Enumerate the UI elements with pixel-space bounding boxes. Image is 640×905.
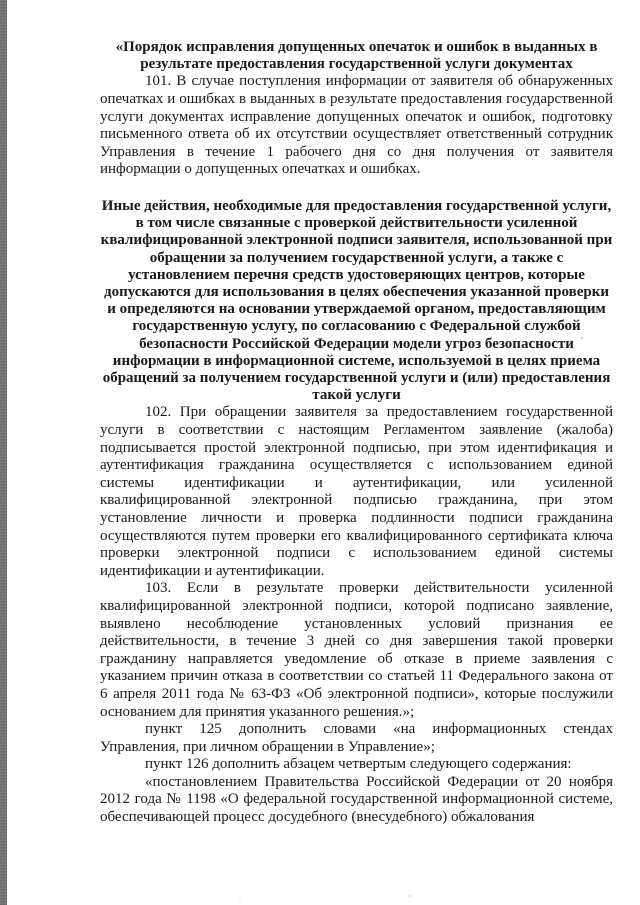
paragraph-quote: «постановлением Правительства Российской Федерации от 20 ноября 2012 года № 1198 «О федеральной государственной информационной системе, обеспечивающей процесс досудебного (внесудебного) обжалования <box>100 773 613 826</box>
scan-binding-edge <box>0 0 7 905</box>
section-heading-corrections: «Порядок исправления допущенных опечаток и ошибок в выданных в результате предоставления государственной услуги документах <box>115 39 598 73</box>
paragraph-101: 101. В случае поступления информации от заявителя об обнаруженных опечатках и ошибках в выданных в результате предоставления государственной услуги документах исправление допущенных опечаток и ошибок, подготовку письменного ответа об их отсутствии осуществляет ответственный сотрудник Управления в течение 1 рабочего дня со дня получения от заявителя информации о допущенных опечатках и ошибках. <box>100 73 613 178</box>
paragraph-amend-126: пункт 126 дополнить абзацем четвертым следующего содержания: <box>145 756 572 773</box>
paragraph-103: 103. Если в результате проверки действительности усиленной квалифицированной электронной подписи, которой подписано заявление, выявлено несоблюдение установленных условий признания ее действительности, в течение 3 дней со дня завершения такой проверки гражданину направляется уведомление об отказе в приеме заявления с указанием причин отказа в соответствии со статьей 11 Федерального закона от 6 апреля 2011 года № 63-ФЗ «Об электронной подписи», которые послужили основанием для принятия указанного решения.»; <box>100 580 613 720</box>
section-gap <box>100 179 613 198</box>
document-page <box>100 38 613 827</box>
paragraph-102: 102. При обращении заявителя за предоставлением государственной услуги в соответствии с настоящим Регламентом заявление (жалоба) подписывается простой электронной подписью, при этом идентификация и аутентификация гражданина осуществляется с использованием единой системы идентификации и аутентификации, или усиленной квалифицированной электронной подписью гражданина, при этом установление личности и проверка подлинности подписи гражданина осуществляются путем проверки его квалифицированного сертификата ключа проверки электронной подписи с использованием единой системы идентификации и аутентификации. <box>100 404 613 579</box>
paragraph-amend-125: пункт 125 дополнить словами «на информационных стендах Управления, при личном обращении в Управление»; <box>100 721 613 755</box>
section-heading-other-actions: Иные действия, необходимые для предоставления государственной услуги, в том числе связанные с проверкой действительности усиленной квалифицированной электронной подписи заявителя, использованной при обращении за получением государственной услуги, а также с установлением перечня средств удостоверяющих центров, которые допускаются для использования в целях обеспечения указанной проверки и определяются на основании утверждаемой органом, предоставляющим государственную услугу, по согласованию с Федеральной службой безопасности Российской Федерации модели угроз безопасности информации в информационной системе, используемой в целях приема обращений за получением государственной услуги и (или) предоставления такой услуги <box>100 197 613 404</box>
